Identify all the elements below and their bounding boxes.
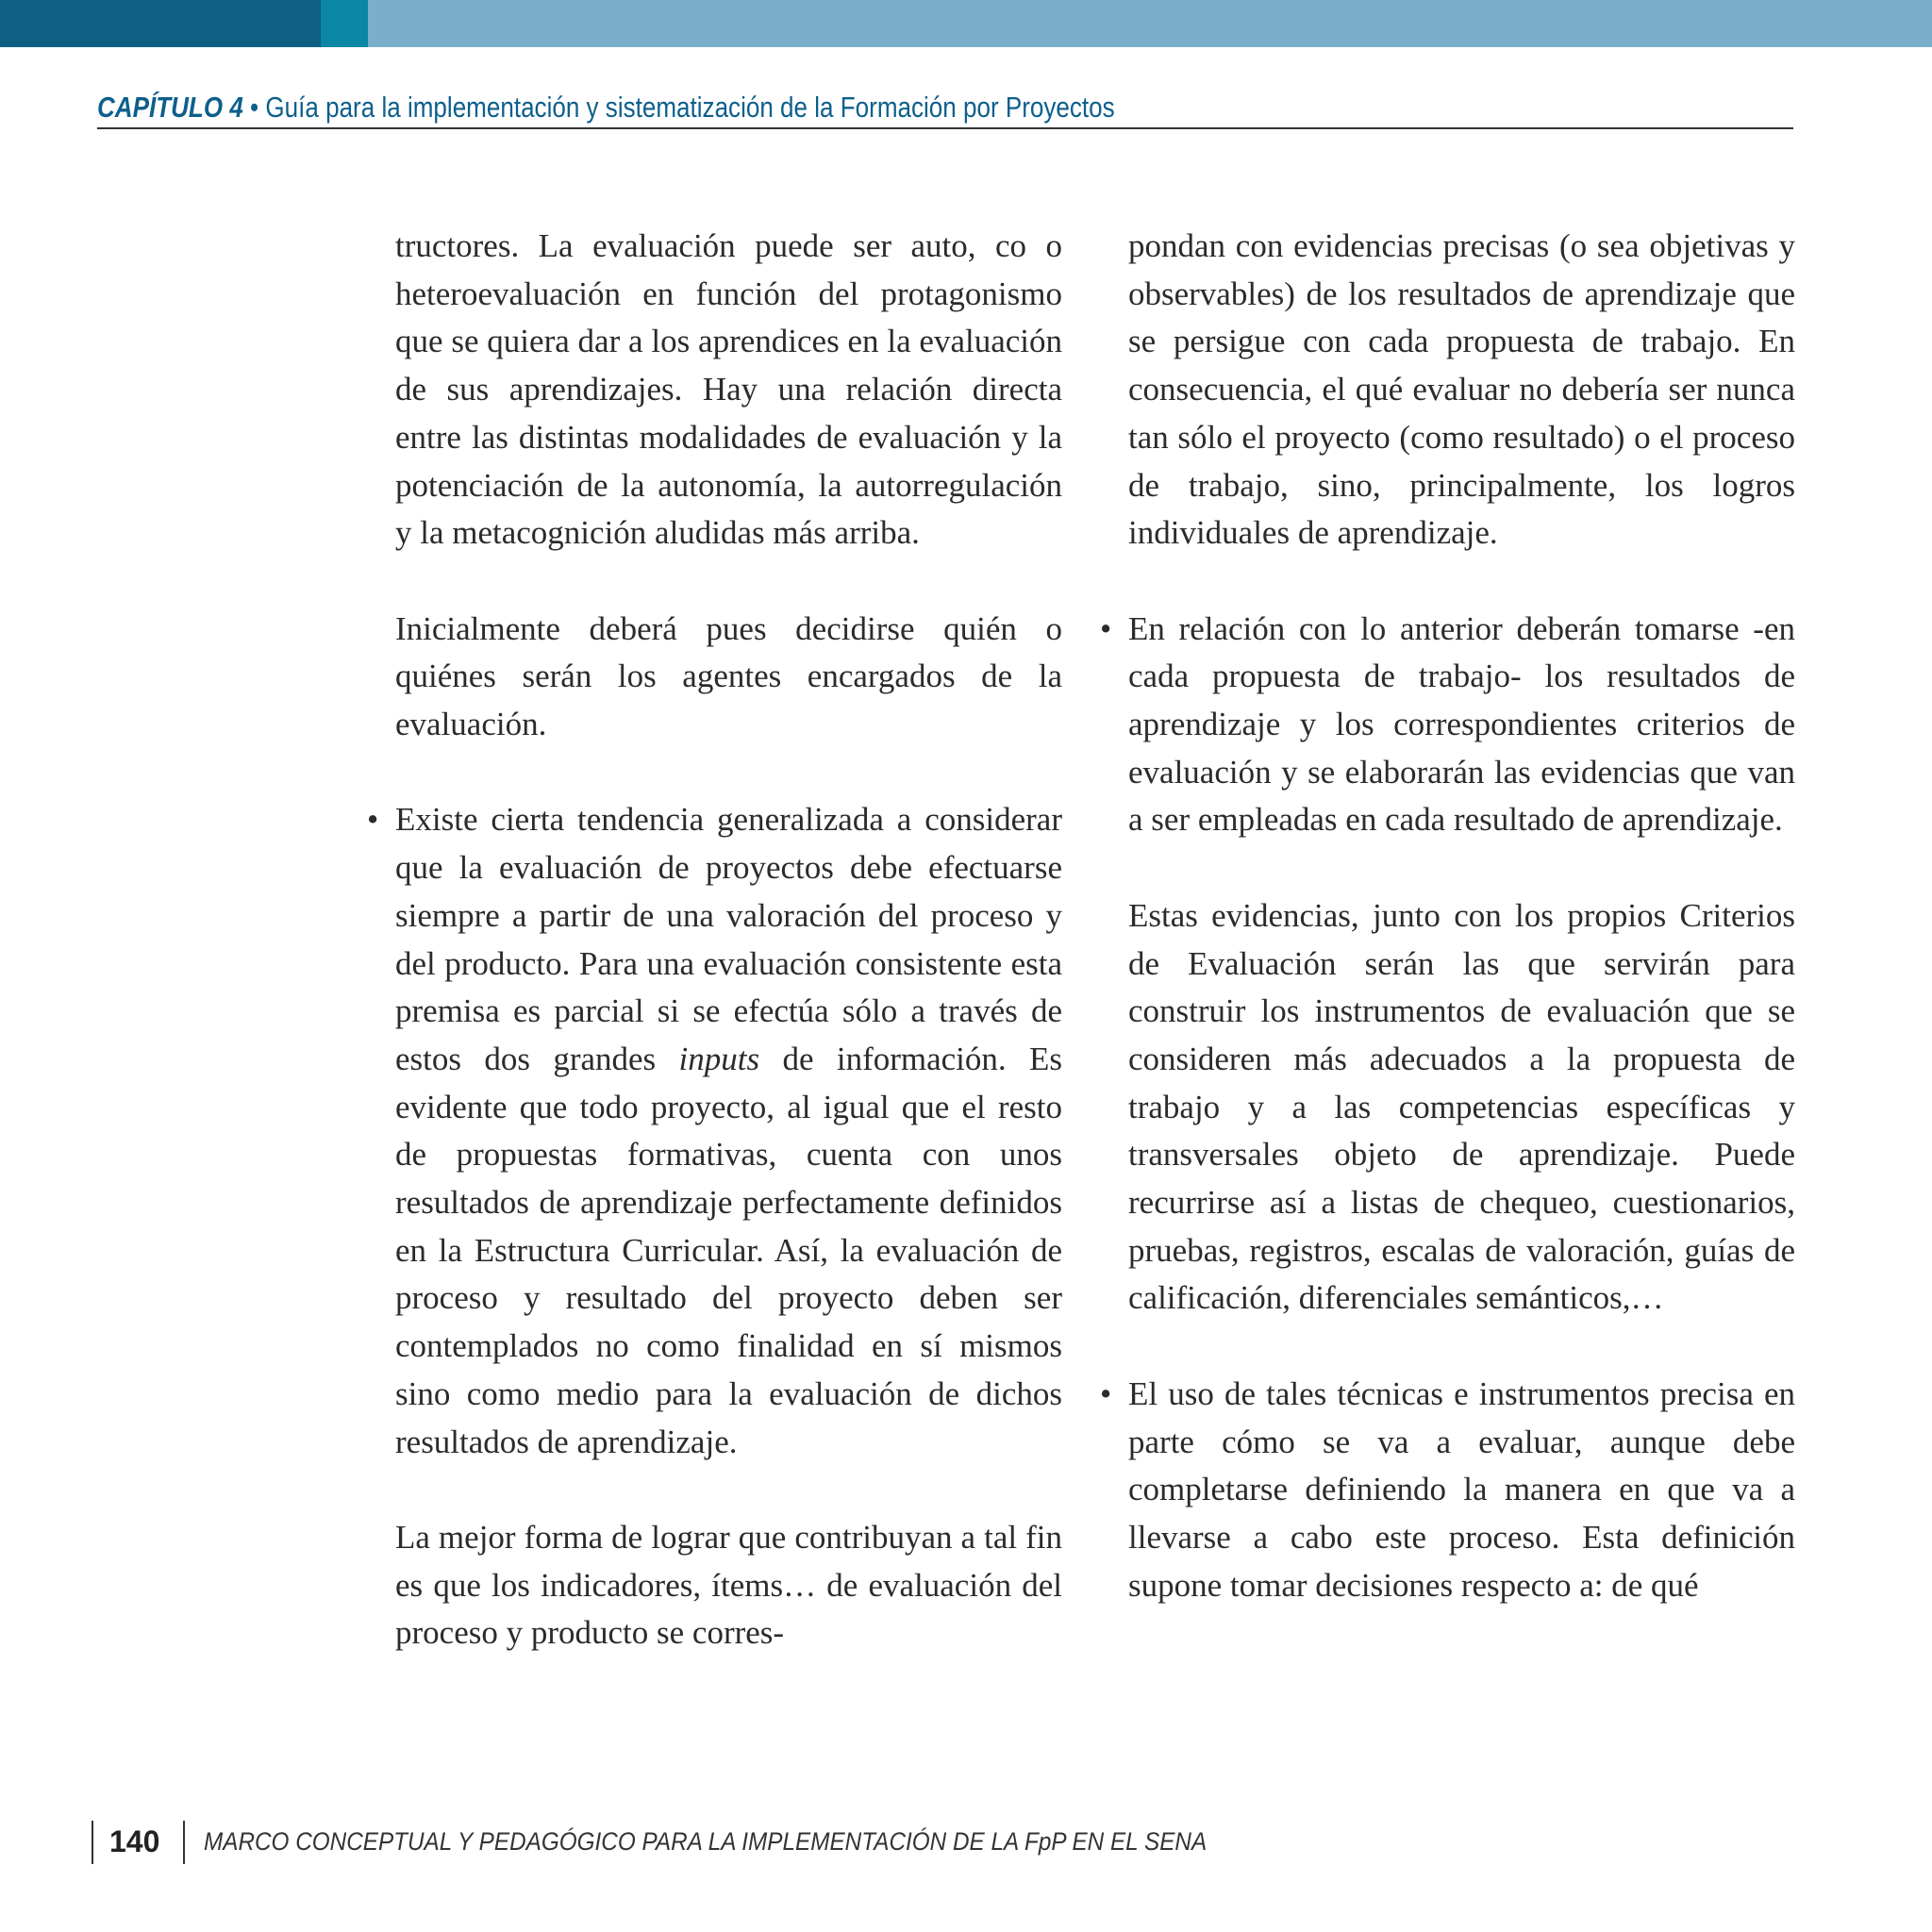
top-color-bar <box>0 0 1932 47</box>
top-bar-dark-segment <box>0 0 321 47</box>
chapter-header <box>97 91 1524 125</box>
footer-divider-left <box>92 1821 93 1864</box>
italic-inputs: inputs <box>678 1040 760 1077</box>
top-bar-accent-segment <box>321 0 368 47</box>
right-bullet-paragraph-4: • El uso de tales técnicas e instrumentos precisa en parte cómo se va a evaluar, aunque debe completarse definiendo la manera en que va a llevarse a cabo este proceso. Esta definición supone tomar decisiones respecto a: de qué <box>1128 1371 1795 1610</box>
chapter-label: CAPÍTULO 4 <box>97 91 243 124</box>
left-paragraph-1: tructores. La evaluación puede ser auto, co o heteroevaluación en función del protagonismo que se quiera dar a los aprendices en la evaluación de sus aprendizajes. Hay una relación directa entre las distintas modalidades de evaluación y la potenciación de la autonomía, la autorregulación y la metacognición aludidas más arriba. <box>395 227 1062 552</box>
bullet-marker: • <box>1100 609 1112 647</box>
left-column <box>367 223 1063 1657</box>
left-bullet-paragraph-3: • Existe cierta tendencia generalizada a considerar que la evaluación de proyectos debe efectuarse siempre a partir de una valoración del proceso y del producto. Para una evaluación consistente esta premisa es parcial si se efectúa sólo a través de estos dos grandes inputs de información. Es evidente que todo proyecto, al igual que el resto de propuestas formativas, cuenta con unos resultados de aprendizaje perfectamente definidos en la Estructura Curricular. Así, la evaluación de proceso y resultado del proyecto deben ser contemplados no como finalidad en sí mismos sino como medio para la evaluación de dichos resultados de aprendizaje. <box>395 796 1062 1466</box>
left-paragraph-2: Inicialmente deberá pues decidirse quién o quiénes serán los agentes encargados de la evaluación. <box>395 609 1062 743</box>
chapter-separator: • <box>242 91 266 124</box>
left-paragraph-4: La mejor forma de lograr que contribuyan a tal fin es que los indicadores, ítems… de evaluación del proceso y producto se corres- <box>395 1518 1062 1652</box>
right-column <box>1100 223 1795 1609</box>
right-bullet-paragraph-2: • En relación con lo anterior deberán tomarse -en cada propuesta de trabajo- los resultados de aprendizaje y los correspondientes criterios de evaluación y se elaborarán las evidencias que van a ser empleadas en cada resultado de aprendizaje. <box>1128 606 1795 845</box>
chapter-title: Guía para la implementación y sistematización de la Formación por Proyectos <box>265 91 1115 124</box>
bullet-marker: • <box>367 801 379 839</box>
right-paragraph-3: Estas evidencias, junto con los propios Criterios de Evaluación serán las que servirán para construir los instrumentos de evaluación que se consideren más adecuados a la propuesta de trabajo y a las competencias específicas y transversales objeto de aprendizaje. Puede recurrirse así a listas de chequeo, cuestionarios, pruebas, registros, escalas de valoración, guías de calificación, diferenciales semánticos,… <box>1128 896 1795 1317</box>
page-number: 140 <box>109 1824 160 1858</box>
header-rule <box>97 127 1793 129</box>
bullet-marker: • <box>1100 1374 1112 1412</box>
footer-book-title: MARCO CONCEPTUAL Y PEDAGÓGICO PARA LA IMPLEMENTACIÓN DE LA FpP EN EL SENA <box>204 1827 1208 1856</box>
footer-divider-right <box>183 1821 185 1864</box>
right-paragraph-1: pondan con evidencias precisas (o sea objetivas y observables) de los resultados de aprendizaje que se persigue con cada propuesta de trabajo. En consecuencia, el qué evaluar no debería ser nunca tan sólo el proyecto (como resultado) o el proceso de trabajo, sino, principalmente, los logros individuales de aprendizaje. <box>1128 227 1795 552</box>
